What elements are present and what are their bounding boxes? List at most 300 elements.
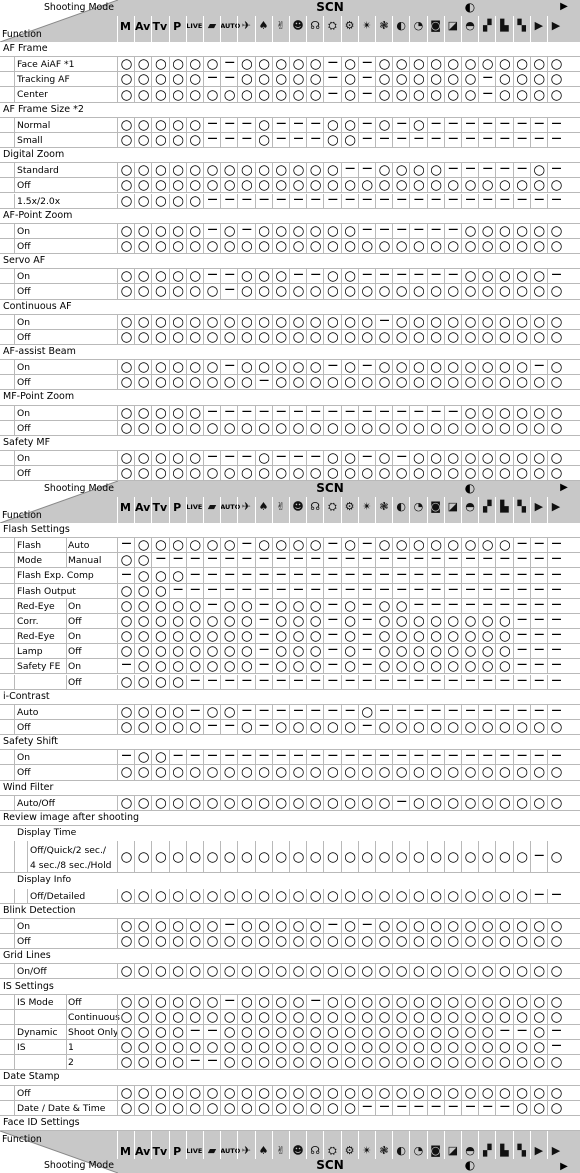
sub-title-text: Display Time <box>17 827 77 838</box>
header-col-line <box>323 1131 324 1159</box>
col-line <box>358 1010 359 1025</box>
no-mark: — <box>379 223 390 235</box>
col-line <box>495 466 496 481</box>
yes-mark: ○ <box>155 374 167 391</box>
yes-mark: ○ <box>172 1099 184 1116</box>
col-line <box>341 644 342 659</box>
yes-mark: ○ <box>137 887 150 904</box>
yes-mark: ○ <box>258 131 270 148</box>
header-col-line <box>461 497 462 523</box>
col-line <box>547 421 548 436</box>
col-line <box>220 629 221 644</box>
row-group-label: Lamp <box>17 646 43 658</box>
col-line <box>134 269 135 284</box>
section-title-text: MF-Point Zoom <box>3 391 75 403</box>
section-title-text: IS Settings <box>3 980 54 992</box>
yes-mark: ○ <box>481 56 494 73</box>
col-line <box>151 919 152 934</box>
col-line <box>220 1010 221 1025</box>
yes-mark: ○ <box>309 887 322 904</box>
no-mark: — <box>259 750 270 762</box>
yes-mark: ○ <box>172 450 184 467</box>
yes-mark: ○ <box>223 1054 236 1071</box>
yes-mark: ○ <box>258 313 270 330</box>
col-line <box>341 750 342 765</box>
col-line <box>151 889 152 904</box>
yes-mark: ○ <box>464 1024 477 1041</box>
header-col-line <box>117 1131 118 1159</box>
col-line <box>530 451 531 466</box>
yes-mark: ○ <box>223 933 236 950</box>
col-line <box>323 614 324 629</box>
col-line <box>358 675 359 690</box>
yes-mark: ○ <box>241 374 253 391</box>
scene-icon: ◪ <box>447 500 458 513</box>
yes-mark: ○ <box>137 328 150 345</box>
col-line <box>427 934 428 949</box>
yes-mark: ○ <box>395 719 408 736</box>
col-line <box>220 133 221 148</box>
indent-line <box>14 964 15 979</box>
yes-mark: ○ <box>344 1008 356 1025</box>
yes-mark: ○ <box>516 222 528 239</box>
yes-mark: ○ <box>258 1008 270 1025</box>
col-line <box>392 889 393 904</box>
shooting-mode-header <box>0 0 580 42</box>
yes-mark: ○ <box>120 848 133 865</box>
yes-mark: ○ <box>155 1054 167 1071</box>
col-line <box>375 57 376 72</box>
col-line <box>461 284 462 299</box>
no-mark: — <box>259 598 270 610</box>
no-mark: — <box>293 704 304 716</box>
yes-mark: ○ <box>344 131 356 148</box>
col-line <box>358 178 359 193</box>
col-line <box>444 72 445 87</box>
yes-mark: ○ <box>447 56 460 73</box>
yes-mark: ○ <box>155 628 167 645</box>
col-line <box>409 466 410 481</box>
yes-mark: ○ <box>189 887 202 904</box>
col-line <box>203 269 204 284</box>
no-mark: — <box>396 1100 407 1112</box>
yes-mark: ○ <box>327 963 339 980</box>
col-line <box>186 163 187 178</box>
yes-mark: ○ <box>550 404 563 421</box>
col-line <box>444 239 445 254</box>
col-line <box>341 466 342 481</box>
yes-mark: ○ <box>361 933 374 950</box>
col-line <box>169 269 170 284</box>
yes-mark: ○ <box>120 71 133 88</box>
yes-mark: ○ <box>258 71 270 88</box>
col-line <box>495 1086 496 1101</box>
no-mark: — <box>551 629 562 641</box>
col-line <box>547 330 548 345</box>
indent-line <box>14 889 15 904</box>
col-line <box>341 375 342 390</box>
yes-mark: ○ <box>309 848 322 865</box>
col-line <box>392 629 393 644</box>
scene-icon: ❃ <box>379 1144 389 1157</box>
yes-mark: ○ <box>447 1024 460 1041</box>
col-line <box>186 964 187 979</box>
col-line <box>341 224 342 239</box>
yes-mark: ○ <box>430 1024 442 1041</box>
header-col-line <box>237 497 238 523</box>
no-mark: — <box>155 553 166 565</box>
col-line <box>169 360 170 375</box>
col-line <box>513 406 514 421</box>
no-mark: — <box>465 583 476 595</box>
col-line <box>392 705 393 720</box>
col-line <box>117 750 118 765</box>
col-line <box>117 1010 118 1025</box>
yes-mark: ○ <box>120 328 133 345</box>
yes-mark: ○ <box>327 450 339 467</box>
no-mark: — <box>241 405 252 417</box>
yes-mark: ○ <box>120 56 133 73</box>
yes-mark: ○ <box>395 658 408 675</box>
yes-mark: ○ <box>464 537 477 554</box>
yes-mark: ○ <box>464 359 477 376</box>
creative-filter-icon: ◐ <box>464 481 476 495</box>
yes-mark: ○ <box>172 764 184 781</box>
col-line <box>478 406 479 421</box>
no-mark: — <box>310 451 321 463</box>
col-line <box>358 889 359 904</box>
no-mark: — <box>310 132 321 144</box>
no-mark: — <box>310 568 321 580</box>
row-label: Date / Date & Time <box>17 1102 106 1114</box>
group-line <box>66 629 67 644</box>
yes-mark: ○ <box>481 313 494 330</box>
col-line <box>444 406 445 421</box>
yes-mark: ○ <box>550 1054 563 1071</box>
col-line <box>117 239 118 254</box>
col-line <box>513 841 514 873</box>
no-mark: — <box>499 674 510 686</box>
yes-mark: ○ <box>172 374 184 391</box>
no-mark: — <box>379 704 390 716</box>
yes-mark: ○ <box>172 703 184 720</box>
col-line <box>151 750 152 765</box>
no-mark: — <box>551 193 562 205</box>
yes-mark: ○ <box>223 328 236 345</box>
yes-mark: ○ <box>447 643 460 660</box>
col-line <box>151 1010 152 1025</box>
col-line <box>186 765 187 780</box>
col-line <box>478 1025 479 1040</box>
yes-mark: ○ <box>120 313 133 330</box>
col-line <box>186 284 187 299</box>
col-line <box>169 841 170 873</box>
no-mark: — <box>482 598 493 610</box>
yes-mark: ○ <box>464 177 477 194</box>
yes-mark: ○ <box>413 612 425 629</box>
header-col-line <box>306 16 307 42</box>
indent-line <box>14 629 15 644</box>
yes-mark: ○ <box>172 794 184 811</box>
col-line <box>530 1101 531 1116</box>
no-mark: — <box>534 193 545 205</box>
scene-icon: ◓ <box>465 1144 475 1157</box>
yes-mark: ○ <box>516 268 528 285</box>
no-mark: — <box>362 613 373 625</box>
col-line <box>272 330 273 345</box>
col-line <box>237 614 238 629</box>
col-line <box>478 1040 479 1055</box>
yes-mark: ○ <box>361 313 374 330</box>
col-line <box>255 72 256 87</box>
col-line <box>409 1086 410 1101</box>
yes-mark: ○ <box>223 537 236 554</box>
row-group-label: Red-Eye <box>17 631 55 643</box>
section-title-text: Review image after shooting <box>3 811 140 823</box>
col-line <box>375 72 376 87</box>
yes-mark: ○ <box>516 71 528 88</box>
yes-mark: ○ <box>533 283 546 300</box>
col-line <box>151 629 152 644</box>
col-line <box>203 1040 204 1055</box>
no-mark: — <box>413 568 424 580</box>
yes-mark: ○ <box>275 719 288 736</box>
col-line <box>237 705 238 720</box>
yes-mark: ○ <box>395 1084 408 1101</box>
col-line <box>134 315 135 330</box>
yes-mark: ○ <box>206 643 219 660</box>
col-line <box>478 360 479 375</box>
section-title <box>0 980 580 995</box>
yes-mark: ○ <box>481 1054 494 1071</box>
col-line <box>323 765 324 780</box>
col-line <box>289 315 290 330</box>
col-line <box>427 224 428 239</box>
col-line <box>530 1055 531 1070</box>
yes-mark: ○ <box>378 116 391 133</box>
yes-mark: ○ <box>344 963 356 980</box>
col-line <box>237 919 238 934</box>
yes-mark: ○ <box>378 283 391 300</box>
col-line <box>358 659 359 674</box>
col-line <box>151 659 152 674</box>
col-line <box>530 72 531 87</box>
col-line <box>169 72 170 87</box>
col-line <box>203 284 204 299</box>
col-line <box>237 995 238 1010</box>
header-col-line <box>358 497 359 523</box>
no-mark: — <box>517 704 528 716</box>
no-mark: — <box>362 223 373 235</box>
yes-mark: ○ <box>189 268 202 285</box>
yes-mark: ○ <box>155 917 167 934</box>
col-line <box>306 659 307 674</box>
yes-mark: ○ <box>275 1008 288 1025</box>
header-col-line <box>392 497 393 523</box>
col-line <box>409 360 410 375</box>
no-mark: — <box>327 659 338 671</box>
col-line <box>117 1025 118 1040</box>
col-line <box>375 1055 376 1070</box>
group-line <box>66 614 67 629</box>
col-line <box>461 239 462 254</box>
yes-mark: ○ <box>172 1024 184 1041</box>
yes-mark: ○ <box>516 917 528 934</box>
no-mark: — <box>517 1025 528 1037</box>
col-line <box>220 659 221 674</box>
yes-mark: ○ <box>395 56 408 73</box>
col-line <box>220 284 221 299</box>
no-mark: — <box>431 193 442 205</box>
row-label: Off <box>17 721 31 733</box>
no-mark: — <box>431 405 442 417</box>
col-line <box>392 796 393 811</box>
col-line <box>306 1010 307 1025</box>
no-mark: — <box>259 613 270 625</box>
header-col-line <box>134 497 135 523</box>
col-line <box>134 675 135 690</box>
col-line <box>134 599 135 614</box>
col-line <box>547 538 548 553</box>
no-mark: — <box>396 269 407 281</box>
col-line <box>461 1025 462 1040</box>
col-line <box>237 375 238 390</box>
col-line <box>409 315 410 330</box>
col-line <box>117 1101 118 1116</box>
col-line <box>409 375 410 390</box>
col-line <box>392 1010 393 1025</box>
yes-mark: ○ <box>550 764 563 781</box>
col-line <box>375 919 376 934</box>
yes-mark: ○ <box>189 86 202 103</box>
section-title <box>0 949 580 964</box>
yes-mark: ○ <box>206 86 219 103</box>
col-line <box>392 720 393 735</box>
col-line <box>306 72 307 87</box>
indent-line <box>14 553 15 568</box>
col-line <box>461 269 462 284</box>
header-col-line <box>272 16 273 42</box>
yes-mark: ○ <box>481 612 494 629</box>
yes-mark: ○ <box>464 658 477 675</box>
col-line <box>186 406 187 421</box>
col-line <box>444 451 445 466</box>
col-line <box>117 705 118 720</box>
no-mark: — <box>379 132 390 144</box>
yes-mark: ○ <box>206 1008 219 1025</box>
col-line <box>220 599 221 614</box>
yes-mark: ○ <box>533 419 546 436</box>
section-title-text: i-Contrast <box>3 690 50 702</box>
no-mark: — <box>224 994 235 1006</box>
col-line <box>375 796 376 811</box>
col-line <box>272 315 273 330</box>
yes-mark: ○ <box>361 465 374 482</box>
row-label: On <box>17 271 31 283</box>
col-line <box>530 118 531 133</box>
no-mark: — <box>327 57 338 69</box>
yes-mark: ○ <box>309 238 322 255</box>
col-line <box>444 1025 445 1040</box>
col-line <box>375 451 376 466</box>
indent-line <box>14 194 15 209</box>
yes-mark: ○ <box>223 612 236 629</box>
col-line <box>203 375 204 390</box>
yes-mark: ○ <box>378 450 391 467</box>
no-mark: — <box>362 163 373 175</box>
yes-mark: ○ <box>137 1054 150 1071</box>
yes-mark: ○ <box>189 328 202 345</box>
yes-mark: ○ <box>309 1054 322 1071</box>
sub-title-text: Display Info <box>17 874 72 886</box>
row-label: Auto/Off <box>17 797 55 809</box>
col-line <box>134 133 135 148</box>
yes-mark: ○ <box>499 963 511 980</box>
col-line <box>392 375 393 390</box>
col-line <box>169 1101 170 1116</box>
no-mark: — <box>362 644 373 656</box>
header-col-line <box>478 1131 479 1159</box>
col-line <box>306 796 307 811</box>
yes-mark: ○ <box>344 465 356 482</box>
no-mark: — <box>499 704 510 716</box>
col-line <box>495 1055 496 1070</box>
col-line <box>358 451 359 466</box>
col-line <box>547 889 548 904</box>
col-line <box>530 269 531 284</box>
yes-mark: ○ <box>550 465 563 482</box>
yes-mark: ○ <box>464 404 477 421</box>
col-line <box>289 451 290 466</box>
col-line <box>289 72 290 87</box>
col-line <box>289 57 290 72</box>
no-mark: — <box>293 750 304 762</box>
yes-mark: ○ <box>395 419 408 436</box>
yes-mark: ○ <box>275 628 288 645</box>
col-line <box>547 964 548 979</box>
col-line <box>151 553 152 568</box>
yes-mark: ○ <box>120 719 133 736</box>
yes-mark: ○ <box>275 177 288 194</box>
yes-mark: ○ <box>413 86 425 103</box>
yes-mark: ○ <box>464 86 477 103</box>
yes-mark: ○ <box>258 86 270 103</box>
col-line <box>375 1086 376 1101</box>
yes-mark: ○ <box>172 887 184 904</box>
no-mark: — <box>517 613 528 625</box>
row-label: Off <box>68 646 82 658</box>
col-line <box>478 330 479 345</box>
yes-mark: ○ <box>292 764 305 781</box>
header-col-line <box>444 16 445 42</box>
yes-mark: ○ <box>292 222 305 239</box>
yes-mark: ○ <box>275 933 288 950</box>
yes-mark: ○ <box>223 764 236 781</box>
yes-mark: ○ <box>189 465 202 482</box>
no-mark: — <box>551 117 562 129</box>
yes-mark: ○ <box>223 597 236 614</box>
col-line <box>117 375 118 390</box>
yes-mark: ○ <box>120 887 133 904</box>
col-line <box>392 178 393 193</box>
yes-mark: ○ <box>155 162 167 179</box>
col-line <box>530 87 531 102</box>
no-mark: — <box>431 568 442 580</box>
col-line <box>358 964 359 979</box>
col-line <box>530 178 531 193</box>
col-line <box>323 133 324 148</box>
col-line <box>530 330 531 345</box>
